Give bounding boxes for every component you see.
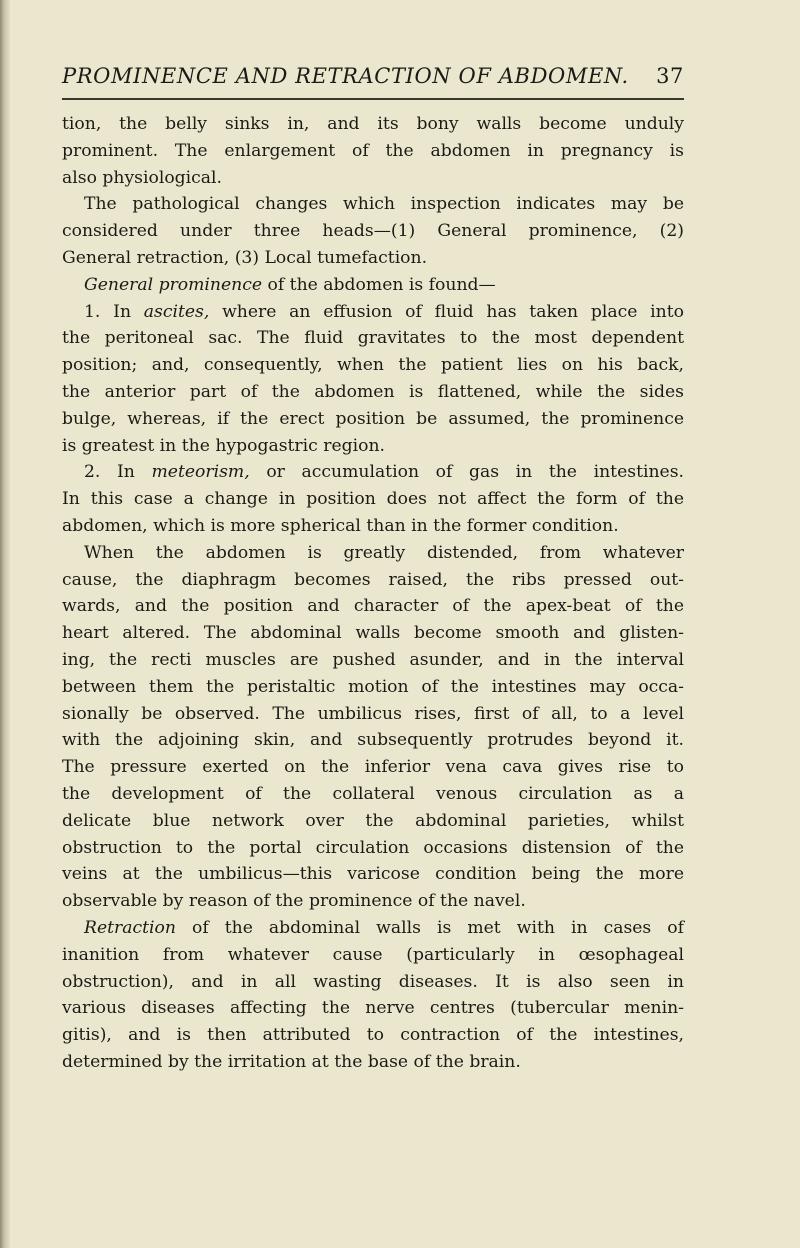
text-line (62, 325, 684, 352)
text-segment: The pathological changes which inspection indicates may be (84, 194, 684, 215)
text-line (62, 218, 684, 245)
text-line (62, 808, 684, 835)
text-segment: inanition from whatever cause (particularly in œsophageal (62, 944, 684, 965)
text-line (62, 754, 684, 781)
text-line (62, 138, 684, 165)
text-line (62, 969, 684, 996)
text-segment: abdomen, which is more spherical than in the former condition. (62, 515, 619, 536)
text-line (62, 406, 684, 433)
text-segment: The pressure exerted on the inferior vena cava gives rise to (62, 757, 684, 778)
text-segment: gitis), and is then attributed to contraction of the intestines, (62, 1025, 684, 1046)
text-line (62, 272, 684, 299)
text-line (62, 459, 684, 486)
page-edge-shadow (0, 0, 10, 1248)
text-line (62, 674, 684, 701)
italic-term: General prominence (84, 274, 263, 295)
text-segment: determined by the irritation at the base of the brain. (62, 1051, 521, 1072)
text-line (62, 165, 684, 192)
text-line (62, 191, 684, 218)
text-line (62, 433, 684, 460)
text-segment: 2. In (84, 462, 152, 483)
text-line (62, 352, 684, 379)
text-segment: where an effusion of fluid has taken place into (209, 301, 684, 322)
text-line (62, 299, 684, 326)
text-segment: of the abdomen is found— (262, 274, 496, 295)
text-segment: In this case a change in position does not affect the form of the (62, 489, 684, 510)
text-line (62, 540, 684, 567)
text-line (62, 888, 684, 915)
italic-term: meteorism, (151, 462, 250, 483)
italic-term: ascites, (143, 301, 210, 322)
text-segment: or accumulation of gas in the intestines. (249, 462, 684, 483)
text-segment: various diseases affecting the nerve centres (tubercular menin- (62, 998, 684, 1019)
text-segment: of the abdominal walls is met with in cases of (175, 917, 684, 938)
text-segment: is greatest in the hypogastric region. (62, 435, 386, 456)
text-line (62, 701, 684, 728)
text-line (62, 593, 684, 620)
text-segment: delicate blue network over the abdominal parieties, whilst (62, 810, 684, 831)
text-segment: also physiological. (62, 167, 222, 188)
text-segment: 1. In (84, 301, 144, 322)
text-line (62, 942, 684, 969)
text-segment: bulge, whereas, if the erect position be assumed, the prominence (62, 408, 684, 429)
text-line (62, 513, 684, 540)
text-segment: prominent. The enlargement of the abdomen in pregnancy is (62, 140, 684, 161)
text-segment: cause, the diaphragm becomes raised, the ribs pressed out- (62, 569, 684, 590)
text-line (62, 915, 684, 942)
text-line (62, 727, 684, 754)
header-rule (62, 98, 684, 100)
running-head (62, 64, 684, 94)
text-line (62, 995, 684, 1022)
text-line (62, 781, 684, 808)
text-segment: General retraction, (3) Local tumefaction. (62, 247, 428, 268)
text-segment: considered under three heads—(1) General prominence, (2) (62, 221, 684, 242)
text-segment: heart altered. The abdominal walls become smooth and glisten- (62, 623, 684, 644)
text-segment: the development of the collateral venous circulation as a (62, 783, 684, 804)
text-line (62, 1022, 684, 1049)
italic-term: Retraction (84, 917, 176, 938)
text-line (62, 379, 684, 406)
page-number: 37 (656, 64, 684, 88)
text-segment: between them the peristaltic motion of the intestines may occa- (62, 676, 684, 697)
text-segment: wards, and the position and character of the apex-beat of the (62, 596, 684, 617)
text-segment: When the abdomen is greatly distended, from whatever (84, 542, 684, 563)
text-segment: the anterior part of the abdomen is flattened, while the sides (62, 381, 684, 402)
body-text (62, 111, 684, 1076)
text-line (62, 647, 684, 674)
text-line (62, 835, 684, 862)
text-segment: observable by reason of the prominence of the navel. (62, 891, 526, 912)
text-line (62, 861, 684, 888)
text-segment: sionally be observed. The umbilicus rises, first of all, to a level (62, 703, 684, 724)
text-line (62, 567, 684, 594)
page-title: PROMINENCE AND RETRACTION OF ABDOMEN. (62, 64, 629, 88)
text-line (62, 620, 684, 647)
text-segment: tion, the belly sinks in, and its bony walls become unduly (62, 114, 684, 134)
text-segment: veins at the umbilicus—this varicose condition being the more (62, 864, 684, 885)
text-line (62, 1049, 684, 1076)
text-segment: with the adjoining skin, and subsequently protrudes beyond it. (62, 730, 684, 751)
text-line (62, 245, 684, 272)
text-segment: the peritoneal sac. The fluid gravitates to the most dependent (62, 328, 684, 349)
text-segment: position; and, consequently, when the patient lies on his back, (62, 355, 684, 376)
text-line (62, 486, 684, 513)
text-segment: obstruction), and in all wasting diseases. It is also seen in (62, 971, 684, 992)
text-line (62, 111, 684, 138)
text-segment: ing, the recti muscles are pushed asunder, and in the interval (62, 649, 684, 670)
text-segment: obstruction to the portal circulation occasions distension of the (62, 837, 684, 858)
